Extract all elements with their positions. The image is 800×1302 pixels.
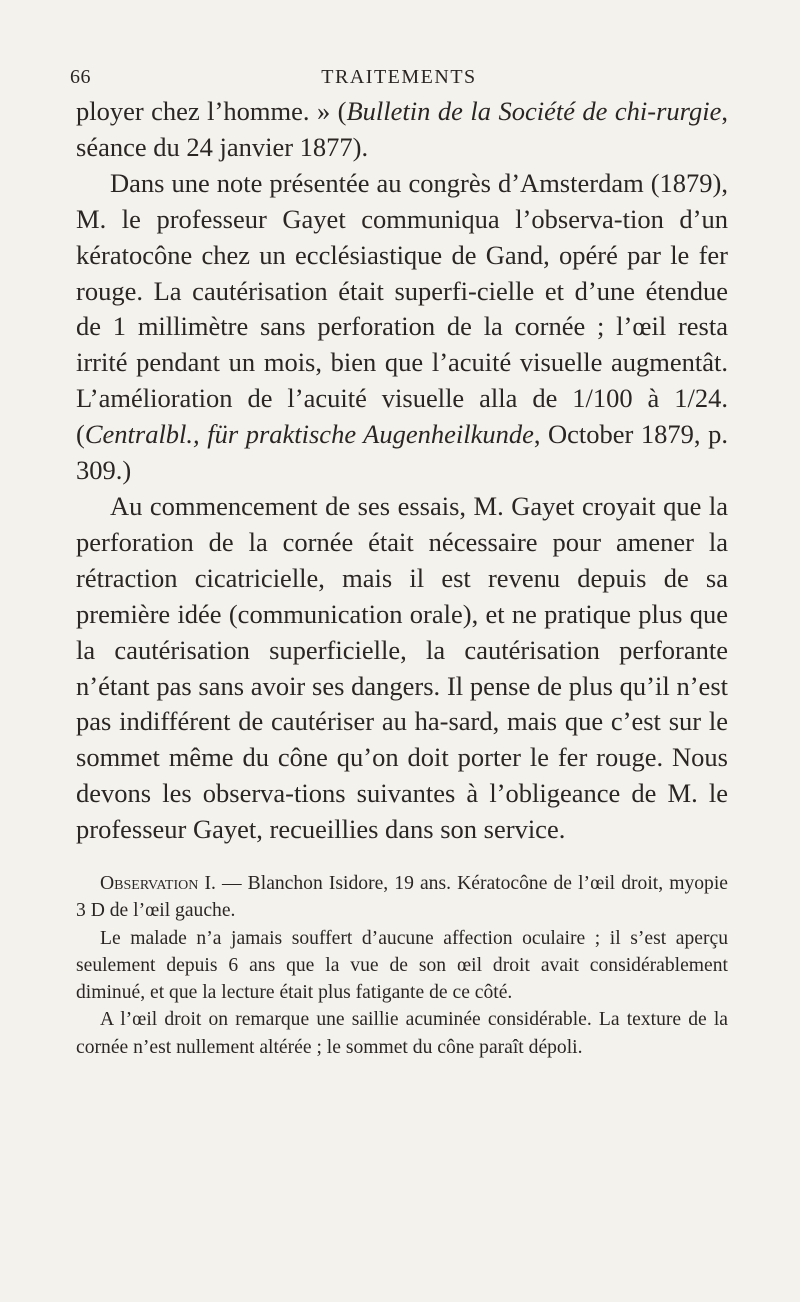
observation-label: Observation I.	[100, 873, 216, 894]
paragraph-gayet-trials: Au commencement de ses essais, M. Gayet croyait que la perforation de la cornée était nécessaire pour amener la rétraction cicatricielle, mais il est revenu depuis de sa première idée (communication orale), et ne pratique plus que la cautérisation superficielle, la cautérisation perforante n’étant pas sans avoir ses dangers. Il pense de plus qu’il n’est pas indifférent de cautériser au ha-sard, mais que c’est sur le sommet même du cône qu’on doit porter le fer rouge. Nous devons les observa-tions suivantes à l’obligeance de M. le professeur Gayet, recueillies dans son service.	[76, 490, 728, 845]
citation-title: Centralbl., für praktische Augenheilkunde	[84, 419, 534, 450]
observation-paragraph: Le malade n’a jamais souffert d’aucune affection oculaire ; il s’est aperçu seulement depuis 6 ans que la vue de son œil droit avait considérablement diminué, et que la lecture était plus fatigante de ce côté.	[76, 927, 728, 1004]
observation-intro: Observation I. — Blanchon Isidore, 19 ans. Kératocône de l’œil droit, myopie 3 D de l’œil gauche.	[76, 873, 728, 922]
page-header	[70, 66, 728, 96]
running-title: TRAITEMENTS	[321, 66, 477, 88]
citation-title: Bulletin de la Société de chi-rurgie	[346, 96, 722, 126]
paragraph-amsterdam-congress: Dans une note présentée au congrès d’Amsterdam (1879), M. le professeur Gayet communiqua l’observa-tion d’un kératocône chez un ecclésiastique de Gand, opéré par le fer rouge. La cautérisation était superfi-cielle et d’une étendue de 1 millimètre sans perforation de la cornée ; l’œil resta irrité pendant un mois, bien que l’acuité visuelle augmentât. L’amélioration de l’acuité visuelle alla de 1/100 à 1/24. (Centralbl., für praktische Augenheilkunde, October 1879, p. 309.)	[76, 167, 728, 486]
main-text	[76, 94, 728, 848]
observation-block	[76, 870, 728, 1061]
paragraph-continuation: ployer chez l’homme. » (Bulletin de la Société de chi-rurgie, séance du 24 janvier 1877).	[76, 96, 728, 162]
page-number: 66	[70, 66, 91, 88]
observation-paragraph: A l’œil droit on remarque une saillie acuminée considérable. La texture de la cornée n’est nullement altérée ; le sommet du cône paraît dépoli.	[76, 1009, 728, 1058]
